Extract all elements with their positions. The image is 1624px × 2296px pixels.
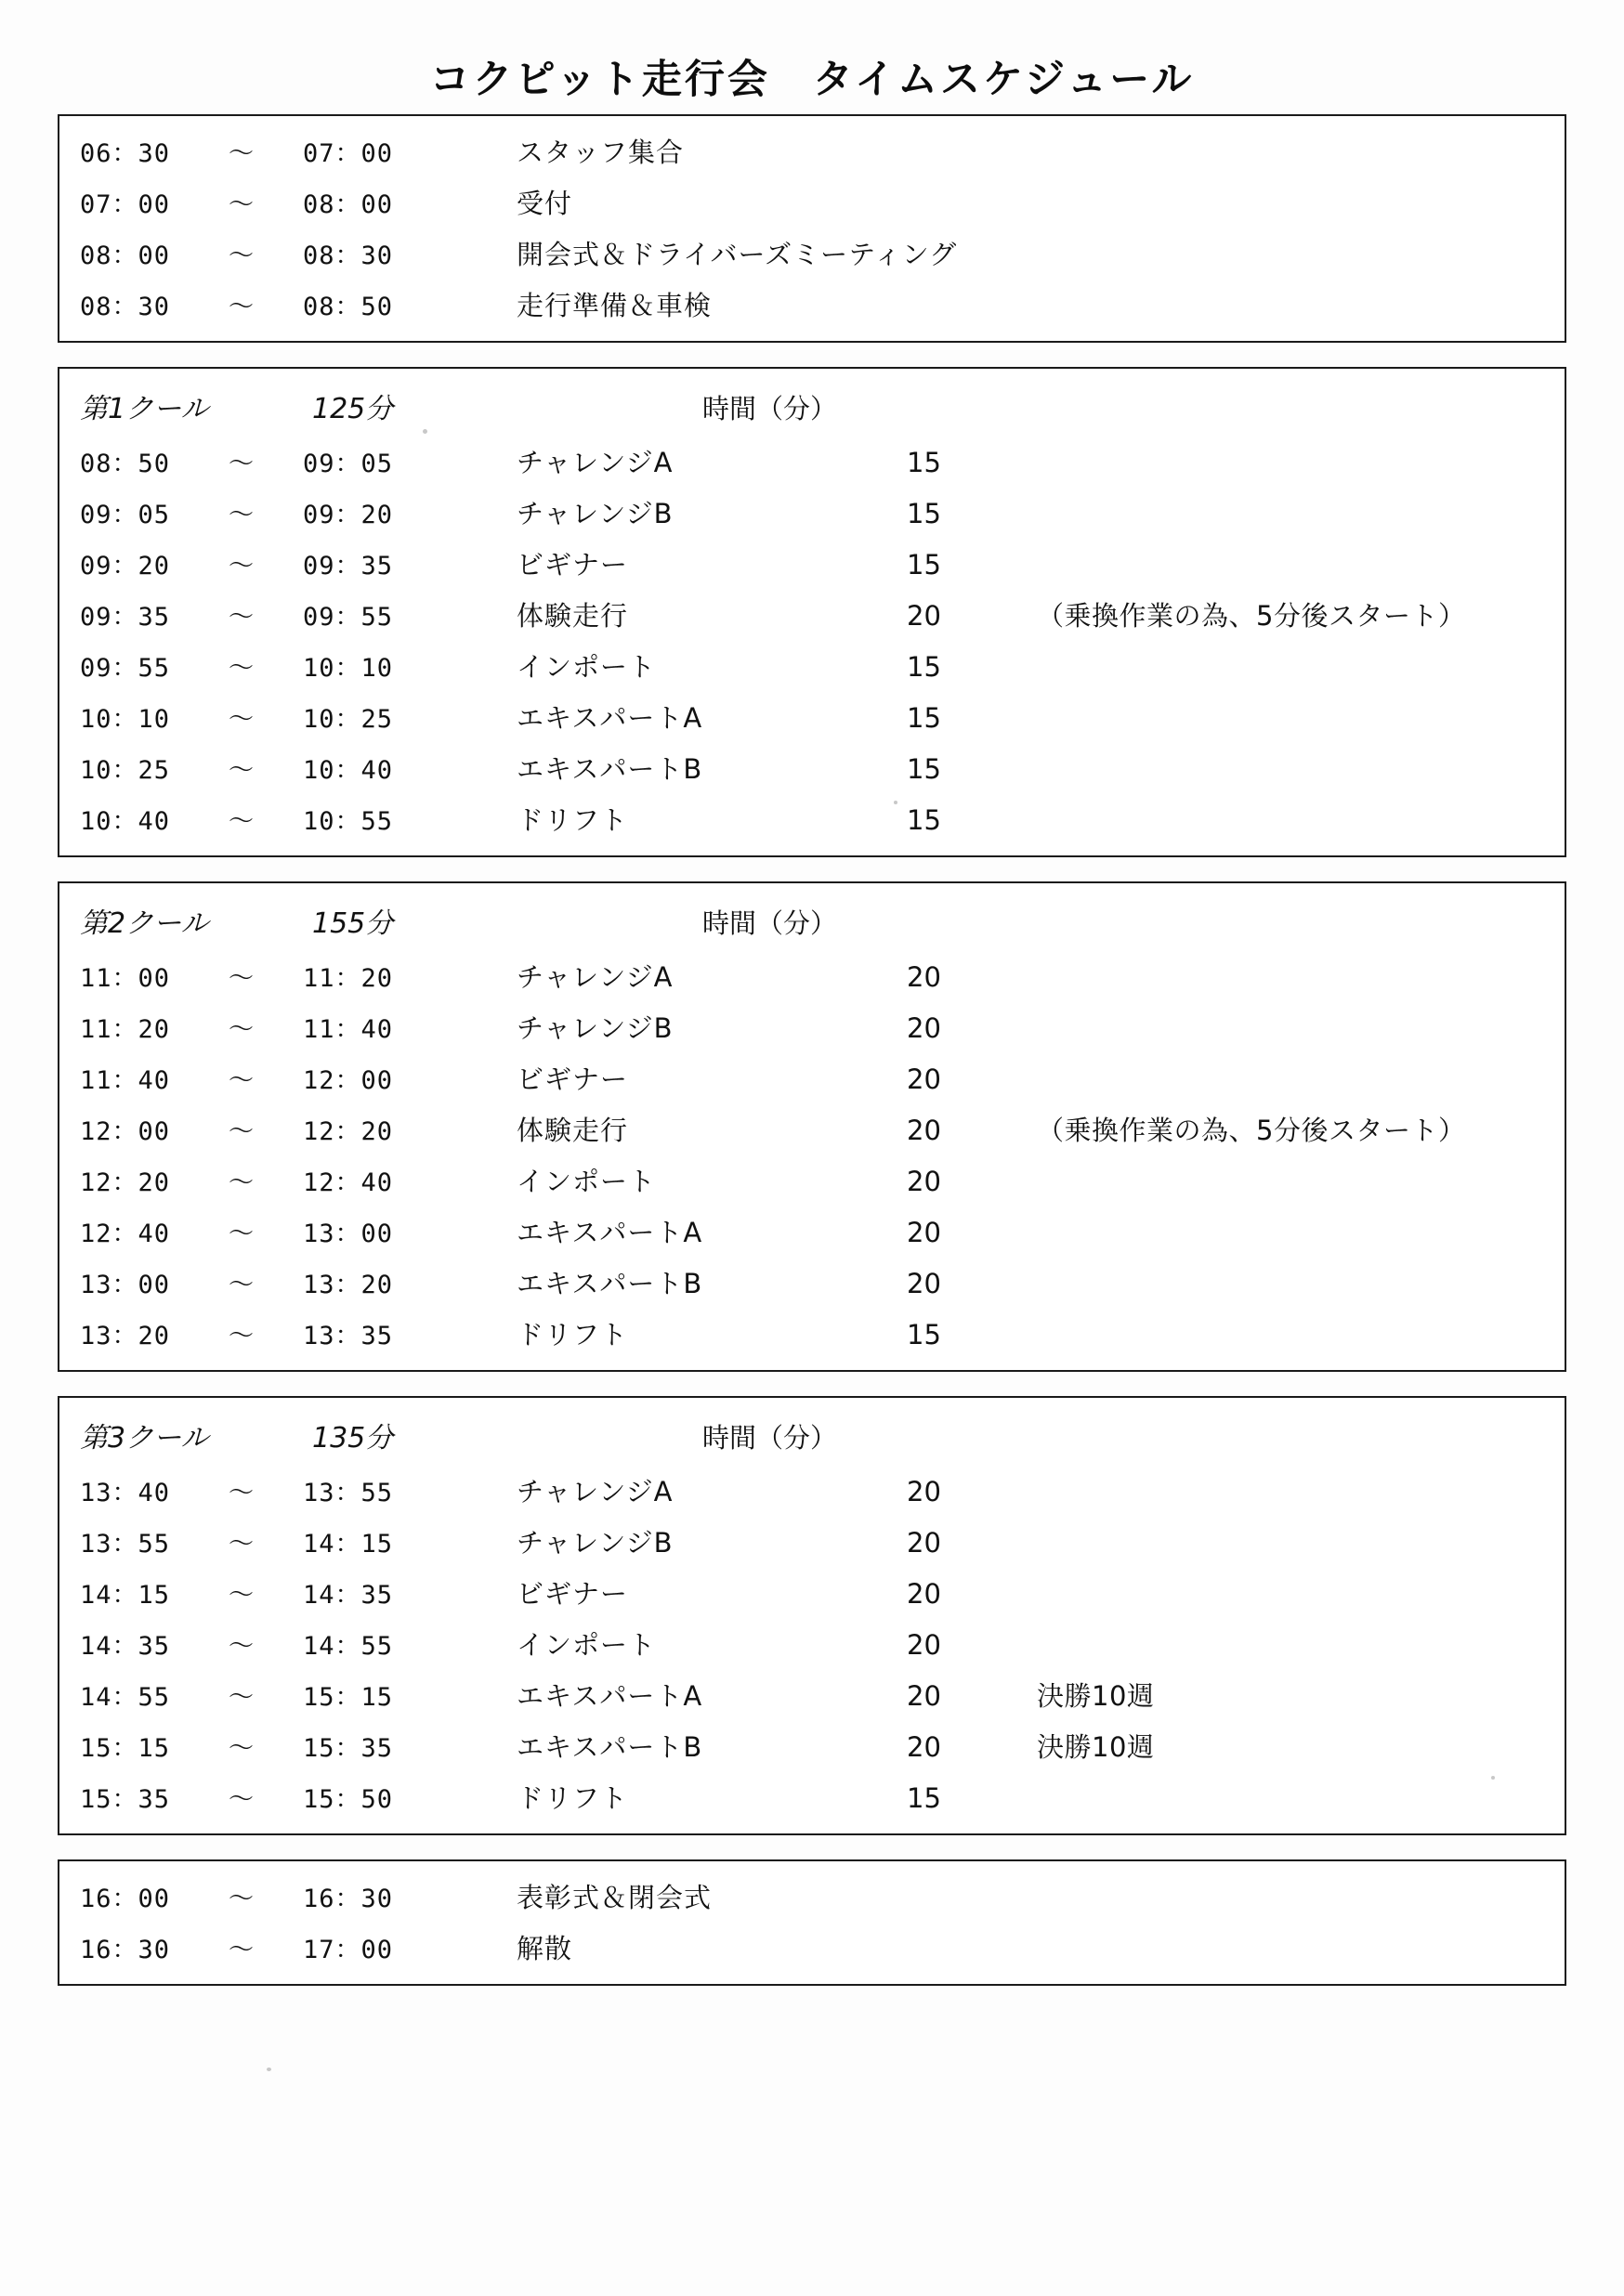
row-start-time: 08：50	[80, 450, 171, 478]
row-session-name: 走行準備＆車検	[517, 290, 713, 321]
row-start-time: 10：40	[80, 807, 171, 836]
schedule-row	[59, 1155, 1565, 1206]
row-start-time: 09：20	[80, 552, 171, 581]
schedule-row	[59, 1871, 1565, 1922]
row-end-time: 15：15	[303, 1683, 394, 1712]
row-minutes: 15	[907, 804, 941, 836]
scan-speck	[423, 429, 427, 434]
row-time-separator: 〜	[229, 1734, 254, 1763]
row-time-separator: 〜	[229, 552, 254, 581]
row-start-time: 08：00	[80, 241, 171, 270]
row-start-time: 09：55	[80, 654, 171, 683]
row-end-time: 13：20	[303, 1271, 394, 1299]
row-end-time: 10：40	[303, 756, 394, 785]
row-session-name: スタッフ集合	[517, 137, 685, 168]
row-time-separator: 〜	[229, 1683, 254, 1712]
row-minutes: 20	[907, 1115, 941, 1146]
schedule-block-heat-2	[58, 881, 1566, 1372]
row-time-separator: 〜	[229, 705, 254, 734]
schedule-row	[59, 1771, 1565, 1822]
row-session-name: エキスパートB	[517, 1731, 703, 1763]
row-session-name: 表彰式＆閉会式	[517, 1882, 713, 1913]
row-end-time: 12：20	[303, 1117, 394, 1146]
row-session-name: エキスパートA	[517, 1680, 703, 1712]
row-start-time: 13：20	[80, 1322, 171, 1350]
schedule-row	[59, 950, 1565, 1001]
row-end-time: 10：25	[303, 705, 394, 734]
row-minutes: 15	[907, 498, 941, 529]
row-end-time: 16：30	[303, 1885, 394, 1913]
minutes-column-header: 時間（分）	[702, 1422, 838, 1454]
row-session-name: インポート	[517, 1166, 657, 1197]
block-label: 第2クール	[80, 907, 209, 940]
row-start-time: 14：15	[80, 1581, 171, 1610]
schedule-row	[59, 228, 1565, 279]
schedule-row	[59, 487, 1565, 538]
row-start-time: 13：40	[80, 1479, 171, 1507]
row-start-time: 10：25	[80, 756, 171, 785]
row-session-name: ビギナー	[517, 1063, 629, 1095]
row-time-separator: 〜	[229, 1168, 254, 1197]
row-end-time: 17：00	[303, 1936, 394, 1964]
row-start-time: 07：00	[80, 190, 171, 219]
row-session-name: チャレンジB	[517, 498, 674, 529]
row-start-time: 08：30	[80, 293, 171, 321]
row-minutes: 20	[907, 1217, 941, 1248]
schedule-row	[59, 1257, 1565, 1308]
row-start-time: 13：55	[80, 1530, 171, 1559]
row-session-name: 解散	[517, 1933, 573, 1964]
block-duration: 155分	[312, 907, 394, 940]
page-title: コクピット走行会 タイムスケジュール	[429, 57, 1195, 103]
row-session-name: エキスパートA	[517, 702, 703, 734]
schedule-row	[59, 538, 1565, 589]
row-minutes: 15	[907, 702, 941, 734]
scan-speck	[894, 801, 897, 804]
row-minutes: 20	[907, 1527, 941, 1559]
row-minutes: 20	[907, 1268, 941, 1299]
row-session-name: インポート	[517, 651, 657, 683]
row-start-time: 14：35	[80, 1632, 171, 1661]
row-end-time: 09：20	[303, 501, 394, 529]
schedule-block-closing	[58, 1859, 1566, 1986]
row-note: 決勝10週	[1037, 1680, 1155, 1712]
row-start-time: 10：10	[80, 705, 171, 734]
schedule-row	[59, 1720, 1565, 1771]
schedule-row	[59, 1052, 1565, 1103]
row-start-time: 14：55	[80, 1683, 171, 1712]
row-start-time: 16：30	[80, 1936, 171, 1964]
block-label: 第3クール	[80, 1422, 209, 1455]
row-end-time: 08：30	[303, 241, 394, 270]
schedule-row	[59, 640, 1565, 691]
row-end-time: 14：55	[303, 1632, 394, 1661]
block-label: 第1クール	[80, 393, 209, 425]
row-time-separator: 〜	[229, 450, 254, 478]
row-session-name: チャレンジA	[517, 447, 674, 478]
schedule-row	[59, 691, 1565, 742]
schedule-row	[59, 279, 1565, 330]
row-minutes: 20	[907, 1629, 941, 1661]
row-minutes: 20	[907, 1680, 941, 1712]
schedule-block-heat-1	[58, 367, 1566, 857]
row-time-separator: 〜	[229, 807, 254, 836]
schedule-row	[59, 1206, 1565, 1257]
row-session-name: 開会式＆ドライバーズミーティング	[517, 239, 958, 270]
row-start-time: 06：30	[80, 139, 171, 168]
row-session-name: 体験走行	[517, 600, 629, 632]
row-start-time: 15：35	[80, 1785, 171, 1814]
row-end-time: 08：50	[303, 293, 394, 321]
row-time-separator: 〜	[229, 1632, 254, 1661]
row-session-name: ドリフト	[517, 1319, 629, 1350]
row-minutes: 20	[907, 1578, 941, 1610]
row-start-time: 15：15	[80, 1734, 171, 1763]
row-session-name: エキスパートB	[517, 753, 703, 785]
row-start-time: 11：40	[80, 1066, 171, 1095]
row-end-time: 15：50	[303, 1785, 394, 1814]
row-minutes: 20	[907, 1731, 941, 1763]
schedule-block-morning-preparation	[58, 114, 1566, 343]
row-start-time: 11：20	[80, 1015, 171, 1044]
scan-speck	[267, 2068, 271, 2071]
row-end-time: 13：35	[303, 1322, 394, 1350]
row-minutes: 15	[907, 651, 941, 683]
row-end-time: 09：05	[303, 450, 394, 478]
row-note: （乗換作業の為、5分後スタート）	[1037, 600, 1466, 632]
schedule-row	[59, 742, 1565, 793]
row-note: （乗換作業の為、5分後スタート）	[1037, 1115, 1466, 1146]
row-session-name: 体験走行	[517, 1115, 629, 1146]
row-session-name: ビギナー	[517, 549, 629, 581]
row-session-name: エキスパートB	[517, 1268, 703, 1299]
row-time-separator: 〜	[229, 1581, 254, 1610]
row-end-time: 11：20	[303, 964, 394, 993]
row-session-name: ビギナー	[517, 1578, 629, 1610]
row-end-time: 09：55	[303, 603, 394, 632]
row-start-time: 11：00	[80, 964, 171, 993]
schedule-row	[59, 1669, 1565, 1720]
row-session-name: ドリフト	[517, 1782, 629, 1814]
row-minutes: 20	[907, 1063, 941, 1095]
row-session-name: インポート	[517, 1629, 657, 1661]
row-minutes: 15	[907, 753, 941, 785]
row-end-time: 14：15	[303, 1530, 394, 1559]
row-session-name: チャレンジA	[517, 1476, 674, 1507]
row-end-time: 13：55	[303, 1479, 394, 1507]
row-note: 決勝10週	[1037, 1731, 1155, 1763]
row-start-time: 09：35	[80, 603, 171, 632]
row-time-separator: 〜	[229, 293, 254, 321]
schedule-row	[59, 1922, 1565, 1973]
schedule-row	[59, 1001, 1565, 1052]
schedule-row	[59, 176, 1565, 228]
row-minutes: 20	[907, 1012, 941, 1044]
schedule-row	[59, 1308, 1565, 1359]
row-end-time: 07：00	[303, 139, 394, 168]
row-time-separator: 〜	[229, 501, 254, 529]
schedule-row	[59, 436, 1565, 487]
row-minutes: 20	[907, 600, 941, 632]
row-end-time: 14：35	[303, 1581, 394, 1610]
row-start-time: 12：40	[80, 1220, 171, 1248]
row-end-time: 08：00	[303, 190, 394, 219]
block-header	[59, 378, 1565, 436]
row-minutes: 20	[907, 1476, 941, 1507]
schedule-row	[59, 1618, 1565, 1669]
row-time-separator: 〜	[229, 756, 254, 785]
row-session-name: チャレンジB	[517, 1527, 674, 1559]
schedule-row	[59, 589, 1565, 640]
row-start-time: 09：05	[80, 501, 171, 529]
row-session-name: チャレンジA	[517, 961, 674, 993]
schedule-row	[59, 1465, 1565, 1516]
row-session-name: ドリフト	[517, 804, 629, 836]
row-time-separator: 〜	[229, 1117, 254, 1146]
row-time-separator: 〜	[229, 964, 254, 993]
row-time-separator: 〜	[229, 1936, 254, 1964]
row-end-time: 13：00	[303, 1220, 394, 1248]
row-end-time: 11：40	[303, 1015, 394, 1044]
row-minutes: 15	[907, 549, 941, 581]
row-time-separator: 〜	[229, 1220, 254, 1248]
block-header	[59, 893, 1565, 950]
row-time-separator: 〜	[229, 1015, 254, 1044]
row-time-separator: 〜	[229, 1530, 254, 1559]
row-time-separator: 〜	[229, 1479, 254, 1507]
row-minutes: 15	[907, 1319, 941, 1350]
minutes-column-header: 時間（分）	[702, 393, 838, 424]
row-minutes: 20	[907, 961, 941, 993]
row-start-time: 16：00	[80, 1885, 171, 1913]
row-start-time: 12：00	[80, 1117, 171, 1146]
block-duration: 135分	[312, 1422, 394, 1455]
row-time-separator: 〜	[229, 603, 254, 632]
row-time-separator: 〜	[229, 1322, 254, 1350]
row-end-time: 10：55	[303, 807, 394, 836]
schedule-row	[59, 1567, 1565, 1618]
block-duration: 125分	[312, 393, 394, 425]
row-session-name: チャレンジB	[517, 1012, 674, 1044]
row-start-time: 13：00	[80, 1271, 171, 1299]
row-end-time: 09：35	[303, 552, 394, 581]
row-time-separator: 〜	[229, 1271, 254, 1299]
schedule-row	[59, 125, 1565, 176]
row-time-separator: 〜	[229, 654, 254, 683]
row-time-separator: 〜	[229, 1785, 254, 1814]
block-header	[59, 1407, 1565, 1465]
row-time-separator: 〜	[229, 241, 254, 270]
row-time-separator: 〜	[229, 190, 254, 219]
row-minutes: 15	[907, 447, 941, 478]
row-session-name: 受付	[517, 188, 573, 219]
row-start-time: 12：20	[80, 1168, 171, 1197]
row-time-separator: 〜	[229, 1885, 254, 1913]
schedule-row	[59, 1516, 1565, 1567]
schedule-row	[59, 1103, 1565, 1155]
row-minutes: 15	[907, 1782, 941, 1814]
row-session-name: エキスパートA	[517, 1217, 703, 1248]
row-time-separator: 〜	[229, 1066, 254, 1095]
schedule-blocks	[58, 114, 1566, 1986]
schedule-block-heat-3	[58, 1396, 1566, 1835]
row-minutes: 20	[907, 1166, 941, 1197]
minutes-column-header: 時間（分）	[702, 907, 838, 939]
row-end-time: 12：40	[303, 1168, 394, 1197]
schedule-row	[59, 793, 1565, 844]
row-end-time: 10：10	[303, 654, 394, 683]
row-end-time: 12：00	[303, 1066, 394, 1095]
row-time-separator: 〜	[229, 139, 254, 168]
scan-speck	[1491, 1776, 1495, 1780]
row-end-time: 15：35	[303, 1734, 394, 1763]
